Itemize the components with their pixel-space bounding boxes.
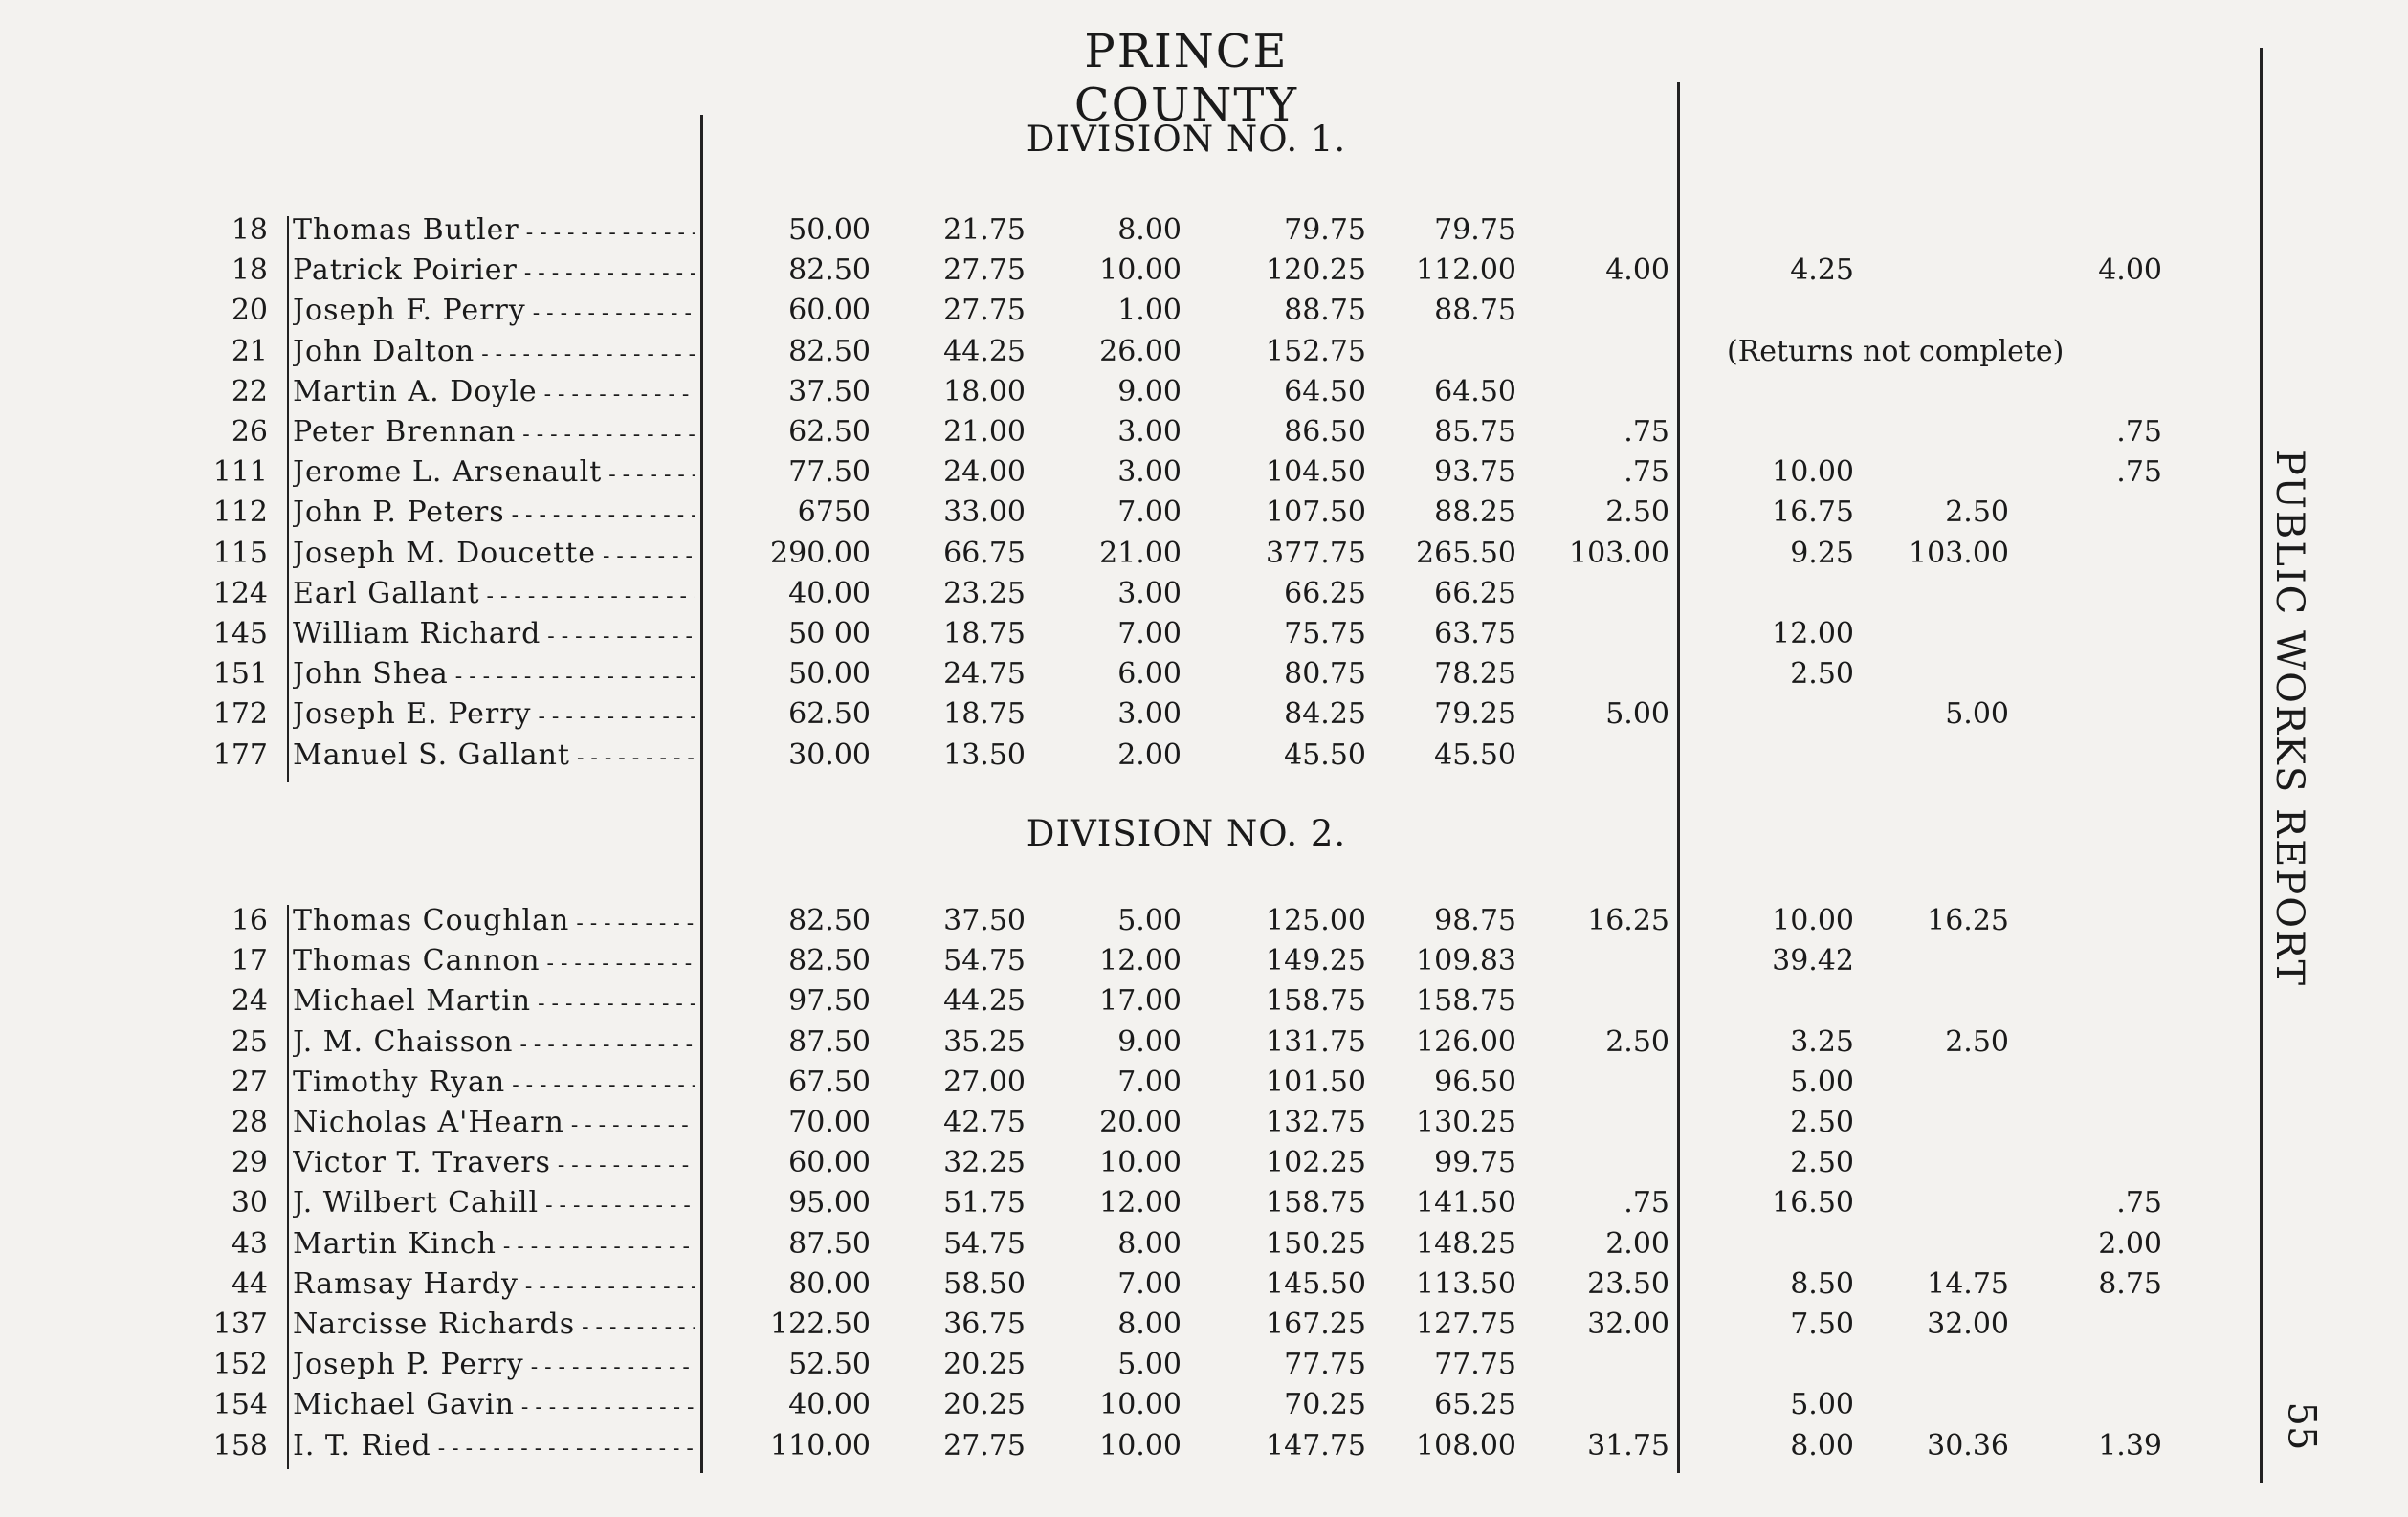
person-name: Timothy Ryan - - - xyxy=(293,1063,695,1106)
table-row xyxy=(0,210,2296,251)
amount-c1: 30.00 xyxy=(788,737,871,772)
amount-c3: 3.00 xyxy=(1117,415,1182,449)
amount-c3: 8.00 xyxy=(1117,1226,1182,1261)
amount-c5: 96.50 xyxy=(1434,1065,1516,1099)
amount-c1: 62.50 xyxy=(788,697,871,732)
amount-c4: 132.75 xyxy=(1266,1106,1366,1139)
account-number: 124 xyxy=(212,576,268,610)
amount-c1: 52.50 xyxy=(788,1348,871,1382)
person-name: Manuel S. Gallant - - - xyxy=(293,736,695,779)
amount-c7: 8.00 xyxy=(1790,1428,1854,1462)
amount-c4: 377.75 xyxy=(1266,536,1366,570)
amount-c8: 2.50 xyxy=(1945,1024,2009,1059)
amount-c4: 125.00 xyxy=(1266,904,1366,937)
amount-c2: 32.25 xyxy=(943,1146,1026,1180)
person-name: Joseph E. Perry - - - xyxy=(293,694,695,737)
amount-c3: 3.00 xyxy=(1117,576,1182,610)
account-number: 154 xyxy=(212,1388,268,1422)
table-row xyxy=(0,493,2296,533)
amount-c4: 102.25 xyxy=(1266,1146,1366,1180)
amount-c1: 40.00 xyxy=(788,576,871,610)
amount-c3: 3.00 xyxy=(1117,455,1182,490)
account-number: 16 xyxy=(231,904,268,937)
amount-c5: 98.75 xyxy=(1434,904,1516,937)
amount-c5: 148.25 xyxy=(1416,1226,1516,1261)
amount-c4: 131.75 xyxy=(1266,1024,1366,1059)
amount-c1: 37.50 xyxy=(788,374,871,408)
amount-c4: 86.50 xyxy=(1284,415,1366,449)
amount-c6: 23.50 xyxy=(1587,1266,1669,1301)
amount-c6: 4.00 xyxy=(1605,253,1669,288)
amount-c7: 2.50 xyxy=(1790,657,1854,692)
amount-c1: 70.00 xyxy=(788,1106,871,1139)
amount-c7: 2.50 xyxy=(1790,1106,1854,1139)
amount-c8: 14.75 xyxy=(1927,1266,2009,1301)
amount-c3: 7.00 xyxy=(1117,1065,1182,1099)
table-row xyxy=(0,332,2296,372)
table-row xyxy=(0,1385,2296,1425)
amount-c5: 63.75 xyxy=(1434,617,1516,650)
amount-c7: 39.42 xyxy=(1772,944,1854,978)
amount-c5: 126.00 xyxy=(1416,1024,1516,1059)
amount-c2: 24.75 xyxy=(943,657,1026,692)
amount-c3: 7.00 xyxy=(1117,495,1182,530)
amount-c3: 10.00 xyxy=(1099,253,1182,288)
person-name: J. Wilbert Cahill - - - xyxy=(293,1183,695,1226)
amount-c4: 147.75 xyxy=(1266,1428,1366,1462)
amount-c5: 66.25 xyxy=(1434,576,1516,610)
person-name: Nicholas A'Hearn - - - xyxy=(293,1103,695,1146)
table-row xyxy=(0,1224,2296,1264)
amount-c1: 67.50 xyxy=(788,1065,871,1099)
amount-c6: 2.50 xyxy=(1605,495,1669,530)
amount-c4: 158.75 xyxy=(1266,984,1366,1019)
person-name: Martin Kinch - - - xyxy=(293,1224,695,1267)
account-number: 17 xyxy=(231,944,268,978)
amount-c2: 18.00 xyxy=(943,374,1026,408)
amount-c3: 10.00 xyxy=(1099,1388,1182,1422)
amount-c9: .75 xyxy=(2116,455,2162,490)
amount-c4: 120.25 xyxy=(1266,253,1366,288)
amount-c4: 70.25 xyxy=(1284,1388,1366,1422)
account-number: 22 xyxy=(231,374,268,408)
page-number: 55 xyxy=(2279,1401,2324,1451)
amount-c2: 44.25 xyxy=(943,334,1026,368)
amount-c3: 12.00 xyxy=(1099,1186,1182,1220)
amount-c8: 16.25 xyxy=(1927,904,2009,937)
amount-c5: 127.75 xyxy=(1416,1308,1516,1341)
amount-c4: 152.75 xyxy=(1266,334,1366,368)
amount-c1: 95.00 xyxy=(788,1186,871,1220)
amount-c1: 110.00 xyxy=(770,1428,871,1462)
amount-c6: 31.75 xyxy=(1587,1428,1669,1462)
amount-c4: 64.50 xyxy=(1284,374,1366,408)
amount-c2: 54.75 xyxy=(943,944,1026,978)
person-name: Jerome L. Arsenault - - - xyxy=(293,452,695,495)
amount-c1: 97.50 xyxy=(788,984,871,1019)
table-row xyxy=(0,654,2296,694)
table-row xyxy=(0,614,2296,654)
amount-c9: 8.75 xyxy=(2098,1266,2162,1301)
person-name: Thomas Coughlan - - - xyxy=(293,901,695,944)
amount-c5: 64.50 xyxy=(1434,374,1516,408)
row-remark: (Returns not complete) xyxy=(1727,334,2065,368)
person-name: Earl Gallant - - - xyxy=(293,574,695,617)
person-name: John Shea - - - xyxy=(293,654,695,697)
table-row xyxy=(0,1183,2296,1223)
amount-c3: 10.00 xyxy=(1099,1428,1182,1462)
side-title: PUBLIC WORKS REPORT xyxy=(2267,450,2311,988)
amount-c5: 265.50 xyxy=(1416,536,1516,570)
amount-c5: 93.75 xyxy=(1434,455,1516,490)
account-number: 27 xyxy=(231,1065,268,1099)
person-name: Joseph M. Doucette - - - xyxy=(293,534,695,577)
table-row xyxy=(0,1143,2296,1183)
amount-c3: 12.00 xyxy=(1099,944,1182,978)
amount-c2: 36.75 xyxy=(943,1308,1026,1341)
page-title: PRINCE COUNTY xyxy=(1073,25,1299,132)
amount-c1: 77.50 xyxy=(788,455,871,490)
amount-c5: 88.75 xyxy=(1434,294,1516,328)
amount-c9: 1.39 xyxy=(2098,1428,2162,1462)
amount-c5: 99.75 xyxy=(1434,1146,1516,1180)
account-number: 112 xyxy=(212,495,268,530)
amount-c9: 2.00 xyxy=(2098,1226,2162,1261)
account-number: 29 xyxy=(231,1146,268,1180)
amount-c5: 112.00 xyxy=(1416,253,1516,288)
amount-c7: 10.00 xyxy=(1772,455,1854,490)
amount-c4: 84.25 xyxy=(1284,697,1366,732)
amount-c6: 2.50 xyxy=(1605,1024,1669,1059)
account-number: 44 xyxy=(231,1266,268,1301)
amount-c3: 10.00 xyxy=(1099,1146,1182,1180)
person-name: William Richard - - - xyxy=(293,614,695,657)
table-row xyxy=(0,534,2296,574)
amount-c2: 18.75 xyxy=(943,617,1026,650)
amount-c9: .75 xyxy=(2116,1186,2162,1220)
person-name: Patrick Poirier - - - xyxy=(293,251,695,294)
amount-c7: 9.25 xyxy=(1790,536,1854,570)
amount-c7: 12.00 xyxy=(1772,617,1854,650)
amount-c1: 82.50 xyxy=(788,253,871,288)
amount-c4: 150.25 xyxy=(1266,1226,1366,1261)
account-number: 30 xyxy=(231,1186,268,1220)
amount-c1: 82.50 xyxy=(788,944,871,978)
amount-c2: 13.50 xyxy=(943,737,1026,772)
amount-c4: 77.75 xyxy=(1284,1348,1366,1382)
account-number: 24 xyxy=(231,984,268,1019)
amount-c1: 87.50 xyxy=(788,1226,871,1261)
person-name: Joseph F. Perry - - - xyxy=(293,291,695,334)
amount-c1: 122.50 xyxy=(770,1308,871,1341)
account-number: 177 xyxy=(212,737,268,772)
account-number: 137 xyxy=(212,1308,268,1341)
amount-c8: 103.00 xyxy=(1909,536,2009,570)
account-number: 26 xyxy=(231,415,268,449)
amount-c2: 27.75 xyxy=(943,253,1026,288)
amount-c5: 130.25 xyxy=(1416,1106,1516,1139)
person-name: Michael Gavin - - - xyxy=(293,1385,695,1428)
amount-c6: 2.00 xyxy=(1605,1226,1669,1261)
table-row xyxy=(0,941,2296,981)
amount-c2: 20.25 xyxy=(943,1348,1026,1382)
amount-c9: 4.00 xyxy=(2098,253,2162,288)
division-1-title: DIVISION NO. 1. xyxy=(1026,119,1347,160)
amount-c5: 45.50 xyxy=(1434,737,1516,772)
account-number: 18 xyxy=(231,213,268,247)
amount-c3: 5.00 xyxy=(1117,904,1182,937)
account-number: 18 xyxy=(231,253,268,288)
account-number: 21 xyxy=(231,334,268,368)
amount-c3: 17.00 xyxy=(1099,984,1182,1019)
account-number: 145 xyxy=(212,617,268,650)
amount-c4: 167.25 xyxy=(1266,1308,1366,1341)
amount-c1: 50.00 xyxy=(788,657,871,692)
division-2-title: DIVISION NO. 2. xyxy=(1026,813,1347,854)
account-number: 43 xyxy=(231,1226,268,1261)
person-name: I. T. Ried - - - xyxy=(293,1426,695,1469)
account-number: 115 xyxy=(212,536,268,570)
table-row xyxy=(0,901,2296,941)
person-name: Thomas Butler - - - xyxy=(293,210,695,253)
amount-c1: 40.00 xyxy=(788,1388,871,1422)
amount-c1: 60.00 xyxy=(788,294,871,328)
amount-c4: 80.75 xyxy=(1284,657,1366,692)
amount-c3: 21.00 xyxy=(1099,536,1182,570)
amount-c7: 5.00 xyxy=(1790,1388,1854,1422)
table-row xyxy=(0,1345,2296,1385)
amount-c5: 78.25 xyxy=(1434,657,1516,692)
amount-c2: 21.00 xyxy=(943,415,1026,449)
account-number: 151 xyxy=(212,657,268,692)
amount-c2: 54.75 xyxy=(943,1226,1026,1261)
person-name: Ramsay Hardy - - - xyxy=(293,1264,695,1308)
amount-c8: 5.00 xyxy=(1945,697,2009,732)
amount-c2: 66.75 xyxy=(943,536,1026,570)
amount-c3: 8.00 xyxy=(1117,213,1182,247)
amount-c3: 20.00 xyxy=(1099,1106,1182,1139)
amount-c3: 1.00 xyxy=(1117,294,1182,328)
amount-c6: 32.00 xyxy=(1587,1308,1669,1341)
amount-c7: 4.25 xyxy=(1790,253,1854,288)
table-row xyxy=(0,1305,2296,1345)
amount-c7: 10.00 xyxy=(1772,904,1854,937)
amount-c3: 5.00 xyxy=(1117,1348,1182,1382)
amount-c4: 107.50 xyxy=(1266,495,1366,530)
amount-c5: 79.75 xyxy=(1434,213,1516,247)
amount-c4: 66.25 xyxy=(1284,576,1366,610)
amount-c6: .75 xyxy=(1624,1186,1669,1220)
amount-c8: 2.50 xyxy=(1945,495,2009,530)
amount-c2: 58.50 xyxy=(943,1266,1026,1301)
account-number: 20 xyxy=(231,294,268,328)
amount-c5: 113.50 xyxy=(1416,1266,1516,1301)
amount-c2: 44.25 xyxy=(943,984,1026,1019)
amount-c2: 37.50 xyxy=(943,904,1026,937)
amount-c6: 16.25 xyxy=(1587,904,1669,937)
person-name: Narcisse Richards - - - xyxy=(293,1305,695,1348)
amount-c5: 88.25 xyxy=(1434,495,1516,530)
amount-c5: 77.75 xyxy=(1434,1348,1516,1382)
amount-c5: 108.00 xyxy=(1416,1428,1516,1462)
table-row xyxy=(0,291,2296,331)
table-row xyxy=(0,452,2296,493)
table-row xyxy=(0,981,2296,1022)
amount-c3: 26.00 xyxy=(1099,334,1182,368)
amount-c7: 2.50 xyxy=(1790,1146,1854,1180)
table-row xyxy=(0,1063,2296,1103)
account-number: 28 xyxy=(231,1106,268,1139)
amount-c1: 50.00 xyxy=(788,213,871,247)
amount-c1: 82.50 xyxy=(788,904,871,937)
amount-c2: 18.75 xyxy=(943,697,1026,732)
amount-c2: 24.00 xyxy=(943,455,1026,490)
account-number: 25 xyxy=(231,1024,268,1059)
table-row xyxy=(0,1264,2296,1305)
amount-c2: 51.75 xyxy=(943,1186,1026,1220)
amount-c7: 8.50 xyxy=(1790,1266,1854,1301)
amount-c5: 158.75 xyxy=(1416,984,1516,1019)
amount-c1: 50 00 xyxy=(788,617,871,650)
amount-c3: 3.00 xyxy=(1117,697,1182,732)
amount-c5: 65.25 xyxy=(1434,1388,1516,1422)
amount-c4: 149.25 xyxy=(1266,944,1366,978)
person-name: Thomas Cannon - - - xyxy=(293,941,695,984)
amount-c3: 8.00 xyxy=(1117,1308,1182,1341)
amount-c9: .75 xyxy=(2116,415,2162,449)
person-name: Martin A. Doyle - - - xyxy=(293,372,695,415)
amount-c2: 35.25 xyxy=(943,1024,1026,1059)
amount-c4: 88.75 xyxy=(1284,294,1366,328)
account-number: 111 xyxy=(212,455,268,490)
table-row xyxy=(0,412,2296,452)
person-name: John Dalton - - - xyxy=(293,332,695,375)
amount-c4: 75.75 xyxy=(1284,617,1366,650)
person-name: Michael Martin - - - xyxy=(293,981,695,1024)
account-number: 172 xyxy=(212,697,268,732)
table-row xyxy=(0,1103,2296,1143)
person-name: John P. Peters - - - xyxy=(293,493,695,536)
amount-c7: 7.50 xyxy=(1790,1308,1854,1341)
person-name: Victor T. Travers - - - xyxy=(293,1143,695,1186)
amount-c2: 27.75 xyxy=(943,294,1026,328)
amount-c8: 32.00 xyxy=(1927,1308,2009,1341)
amount-c4: 101.50 xyxy=(1266,1065,1366,1099)
amount-c5: 141.50 xyxy=(1416,1186,1516,1220)
amount-c4: 45.50 xyxy=(1284,737,1366,772)
table-row xyxy=(0,694,2296,735)
table-row xyxy=(0,574,2296,614)
amount-c2: 27.00 xyxy=(943,1065,1026,1099)
amount-c4: 158.75 xyxy=(1266,1186,1366,1220)
person-name: J. M. Chaisson - - - xyxy=(293,1022,695,1066)
amount-c5: 109.83 xyxy=(1416,944,1516,978)
amount-c7: 16.50 xyxy=(1772,1186,1854,1220)
amount-c6: .75 xyxy=(1624,455,1669,490)
person-name: Joseph P. Perry - - - xyxy=(293,1345,695,1388)
account-number: 152 xyxy=(212,1348,268,1382)
amount-c3: 9.00 xyxy=(1117,1024,1182,1059)
table-row xyxy=(0,372,2296,412)
amount-c4: 145.50 xyxy=(1266,1266,1366,1301)
amount-c2: 23.25 xyxy=(943,576,1026,610)
amount-c1: 60.00 xyxy=(788,1146,871,1180)
amount-c3: 7.00 xyxy=(1117,1266,1182,1301)
amount-c7: 3.25 xyxy=(1790,1024,1854,1059)
amount-c4: 104.50 xyxy=(1266,455,1366,490)
amount-c2: 27.75 xyxy=(943,1428,1026,1462)
amount-c1: 82.50 xyxy=(788,334,871,368)
table-row xyxy=(0,251,2296,291)
amount-c8: 30.36 xyxy=(1927,1428,2009,1462)
table-row xyxy=(0,1022,2296,1063)
amount-c1: 290.00 xyxy=(770,536,871,570)
amount-c3: 9.00 xyxy=(1117,374,1182,408)
amount-c3: 2.00 xyxy=(1117,737,1182,772)
amount-c5: 85.75 xyxy=(1434,415,1516,449)
amount-c7: 16.75 xyxy=(1772,495,1854,530)
amount-c3: 7.00 xyxy=(1117,617,1182,650)
amount-c1: 6750 xyxy=(797,495,871,530)
amount-c1: 62.50 xyxy=(788,415,871,449)
amount-c7: 5.00 xyxy=(1790,1065,1854,1099)
amount-c3: 6.00 xyxy=(1117,657,1182,692)
amount-c2: 42.75 xyxy=(943,1106,1026,1139)
table-row xyxy=(0,736,2296,776)
person-name: Peter Brennan - - - xyxy=(293,412,695,455)
account-number: 158 xyxy=(212,1428,268,1462)
amount-c2: 21.75 xyxy=(943,213,1026,247)
amount-c5: 79.25 xyxy=(1434,697,1516,732)
amount-c4: 79.75 xyxy=(1284,213,1366,247)
amount-c6: .75 xyxy=(1624,415,1669,449)
amount-c1: 80.00 xyxy=(788,1266,871,1301)
amount-c1: 87.50 xyxy=(788,1024,871,1059)
amount-c6: 5.00 xyxy=(1605,697,1669,732)
amount-c6: 103.00 xyxy=(1569,536,1669,570)
amount-c2: 20.25 xyxy=(943,1388,1026,1422)
table-row xyxy=(0,1426,2296,1466)
amount-c2: 33.00 xyxy=(943,495,1026,530)
